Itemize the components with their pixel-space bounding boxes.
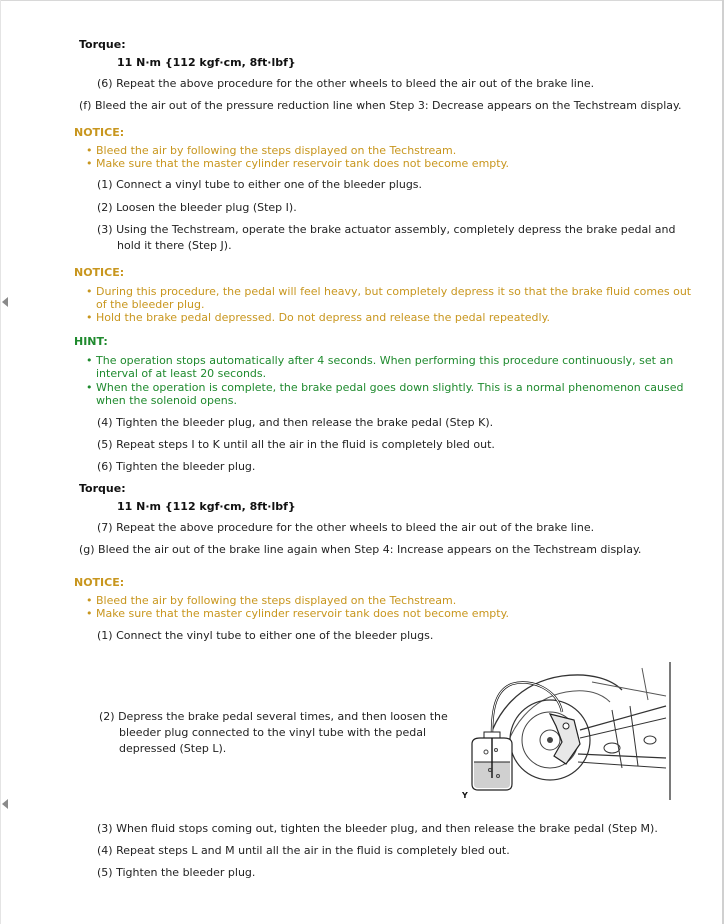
step-f7: (7) Repeat the above procedure for the other wheels to bleed the air out of the brake line. xyxy=(97,521,595,534)
step-g2-line3: depressed (Step L). xyxy=(119,742,227,755)
notice-item-continued: of the bleeder plug. xyxy=(96,298,205,311)
torque-value: 11 N·m {112 kgf·cm, 8ft·lbf} xyxy=(117,56,296,69)
bullet-icon: • xyxy=(86,607,93,620)
torque-label: Torque: xyxy=(79,482,126,495)
bullet-icon: • xyxy=(86,144,93,157)
torque-value: 11 N·m {112 kgf·cm, 8ft·lbf} xyxy=(117,500,296,513)
step-g2-line1: (2) Depress the brake pedal several times, and then loosen the xyxy=(99,710,448,723)
step-f3-line1: (3) Using the Techstream, operate the brake actuator assembly, completely depress the brake pedal and xyxy=(97,223,676,236)
step-g: (g) Bleed the air out of the brake line again when Step 4: Increase appears on the Techstream display. xyxy=(79,543,642,556)
step-f6: (6) Tighten the bleeder plug. xyxy=(97,460,256,473)
step-g5: (5) Tighten the bleeder plug. xyxy=(97,866,256,879)
hint-item-continued: when the solenoid opens. xyxy=(96,394,237,407)
notice-heading: NOTICE: xyxy=(74,266,125,279)
viewer-left-border xyxy=(0,0,1,924)
step-f5: (5) Repeat steps I to K until all the air in the fluid is completely bled out. xyxy=(97,438,495,451)
notice-heading: NOTICE: xyxy=(74,126,125,139)
collapse-arrow-icon[interactable] xyxy=(2,297,8,307)
collapse-arrow-icon[interactable] xyxy=(2,799,8,809)
step-g2-line2: bleeder plug connected to the vinyl tube with the pedal xyxy=(119,726,427,739)
bullet-icon: • xyxy=(86,594,93,607)
bullet-icon: • xyxy=(86,285,93,298)
hint-item-continued: interval of at least 20 seconds. xyxy=(96,367,267,380)
bullet-icon: • xyxy=(86,354,93,367)
step-f1: (1) Connect a vinyl tube to either one of the bleeder plugs. xyxy=(97,178,423,191)
step-f3-line2: hold it there (Step J). xyxy=(117,239,232,252)
step-6: (6) Repeat the above procedure for the other wheels to bleed the air out of the brake line. xyxy=(97,77,595,90)
figure-label: Y xyxy=(462,791,468,800)
hint-heading: HINT: xyxy=(74,335,108,348)
step-f4: (4) Tighten the bleeder plug, and then release the brake pedal (Step K). xyxy=(97,416,494,429)
torque-label: Torque: xyxy=(79,38,126,51)
brake-bleed-illustration xyxy=(462,660,674,802)
step-f2: (2) Loosen the bleeder plug (Step I). xyxy=(97,201,297,214)
bullet-icon: • xyxy=(86,381,93,394)
notice-heading: NOTICE: xyxy=(74,576,125,589)
step-g4: (4) Repeat steps L and M until all the air in the fluid is completely bled out. xyxy=(97,844,510,857)
bullet-icon: • xyxy=(86,157,93,170)
bullet-icon: • xyxy=(86,311,93,324)
viewer-top-border xyxy=(0,0,724,1)
step-f: (f) Bleed the air out of the pressure reduction line when Step 3: Decrease appears on the Techstream display. xyxy=(79,99,682,112)
step-g3: (3) When fluid stops coming out, tighten the bleeder plug, and then release the brake pedal (Step M). xyxy=(97,822,658,835)
step-g1: (1) Connect the vinyl tube to either one of the bleeder plugs. xyxy=(97,629,434,642)
